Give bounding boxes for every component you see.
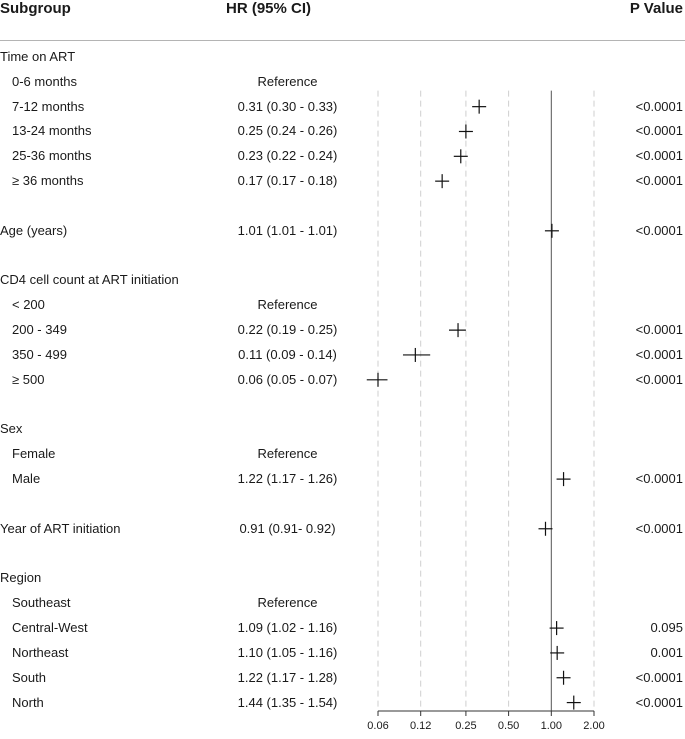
row-pvalue: 0.095 [650,620,683,636]
row-pvalue: 0.001 [650,644,683,660]
x-tick-label-5: 2.00 [583,720,605,732]
x-tick-label-4: 1.00 [540,720,563,732]
row-hr-text: 0.22 (0.19 - 0.25) [237,322,338,338]
row-label: ≥ 500 [12,371,45,387]
row-label: Female [12,446,56,462]
row-label: < 200 [12,297,45,313]
row-label: 0-6 months [12,73,78,89]
row-hr-text: 1.01 (1.01 - 1.01) [237,222,338,238]
row-label: Central-West [12,620,88,636]
row-label: Year of ART initiation [0,520,121,536]
row-hr-text: 1.22 (1.17 - 1.26) [237,471,338,487]
row-hr-text: 1.22 (1.17 - 1.28) [237,669,338,685]
subgroup-header: Subgroup [0,0,71,17]
x-tick-label-1: 0.12 [409,720,432,732]
row-pvalue: <0.0001 [635,322,683,338]
row-label: 350 - 499 [12,346,67,362]
row-label: 13-24 months [12,123,92,139]
row-pvalue: <0.0001 [635,471,683,487]
row-label: CD4 cell count at ART initiation [0,272,179,288]
hr-header: HR (95% CI) [226,0,312,17]
row-hr-text: Reference [257,595,318,611]
x-tick-label-2: 0.25 [455,720,477,732]
x-tick-label-0: 0.06 [367,720,389,732]
row-hr-text: 1.10 (1.05 - 1.16) [237,644,338,660]
row-label: ≥ 36 months [12,173,84,189]
row-hr-text: 0.11 (0.09 - 0.14) [238,346,337,362]
row-label: 25-36 months [12,148,92,164]
row-pvalue: <0.0001 [635,520,683,536]
row-pvalue: <0.0001 [635,123,683,139]
row-pvalue: <0.0001 [635,98,683,114]
row-label: Male [12,471,41,487]
x-tick-label-3: 0.50 [497,720,520,732]
row-hr-text: Reference [257,73,318,89]
row-pvalue: <0.0001 [635,148,683,164]
row-hr-text: 0.17 (0.17 - 0.18) [237,173,338,189]
row-hr-text: Reference [257,446,318,462]
row-hr-text: 0.23 (0.22 - 0.24) [237,148,338,164]
row-pvalue: <0.0001 [635,669,683,685]
row-hr-text: 0.31 (0.30 - 0.33) [237,98,338,114]
row-hr-text: 0.25 (0.24 - 0.26) [237,123,338,139]
row-hr-text: Reference [257,297,318,313]
row-label: North [12,694,44,710]
row-label: South [12,669,46,685]
row-hr-text: 0.06 (0.05 - 0.07) [237,371,338,387]
row-hr-text: 1.44 (1.35 - 1.54) [237,694,338,710]
row-label: Age (years) [0,222,68,238]
row-pvalue: <0.0001 [635,694,683,710]
row-hr-text: 0.91 (0.91- 0.92) [239,520,336,536]
row-hr-text: 1.09 (1.02 - 1.16) [237,620,338,636]
row-pvalue: <0.0001 [635,222,683,238]
row-label: Northeast [12,644,69,660]
row-label: 200 - 349 [12,322,67,338]
row-label: Time on ART [0,49,76,64]
row-label: Southeast [12,595,71,611]
row-label: 7-12 months [12,98,85,114]
row-label: Region [0,570,42,586]
row-pvalue: <0.0001 [635,173,683,189]
row-label: Sex [0,421,23,437]
pvalue-header: P Value [629,0,683,17]
row-pvalue: <0.0001 [635,346,683,362]
row-pvalue: <0.0001 [635,371,683,387]
